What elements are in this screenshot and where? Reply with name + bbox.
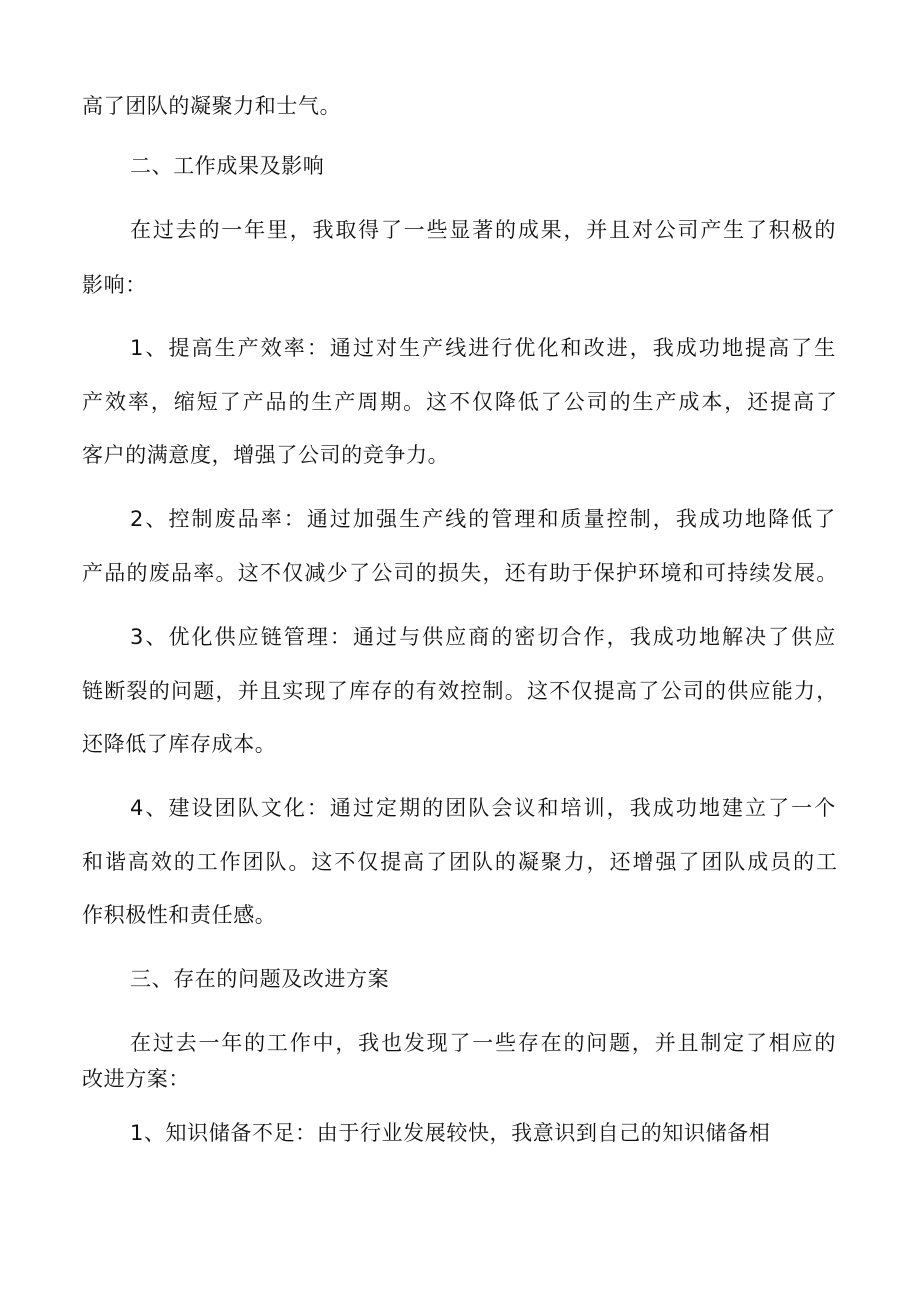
paragraph-line: 2 、 控 制 废 品 率 ： 通 过 加 强 生 产 线 的 管 理 和 质 量 控 制 ， 我 成 功 地 降 低 了 <box>130 507 836 531</box>
paragraph-line: 1 、 提 高 生 产 效 率 ： 通 过 对 生 产 线 进 行 优 化 和 改 进 ， 我 成 功 地 提 高 了 生 <box>130 336 836 360</box>
paragraph-line: 还降低了库存成本。 <box>82 732 277 756</box>
paragraph-line: 改进方案： <box>82 1067 190 1091</box>
section-heading: 三、存在的问题及改进方案 <box>130 967 390 991</box>
paragraph-line: 链 断 裂 的 问 题 ， 并 且 实 现 了 库 存 的 有 效 控 制 。 这 不 仅 提 高 了 公 司 的 供 应 能 力 ， <box>82 679 838 703</box>
paragraph-line: 1、知识储备不足：由于行业发展较快，我意识到自己的知识储备相 <box>130 1121 771 1145</box>
section-heading: 二、工作成果及影响 <box>130 154 325 178</box>
paragraph-line: 影响： <box>82 273 147 297</box>
paragraph-line: 和 谐 高 效 的 工 作 团 队 。 这 不 仅 提 高 了 团 队 的 凝 聚 力 ， 还 增 强 了 团 队 成 员 的 工 <box>82 850 838 874</box>
paragraph-line: 3 、 优 化 供 应 链 管 理 ： 通 过 与 供 应 商 的 密 切 合 作 ， 我 成 功 地 解 决 了 供 应 <box>130 625 836 649</box>
paragraph-line: 在 过 去 一 年 的 工 作 中 ， 我 也 发 现 了 一 些 存 在 的 问 题 ， 并 且 制 定 了 相 应 的 <box>130 1031 836 1055</box>
paragraph-line: 产 品 的 废 品 率 。 这 不 仅 减 少 了 公 司 的 损 失 ， 还 有 助 于 保 护 环 境 和 可 持 续 发 展 。 <box>82 561 838 585</box>
paragraph-line: 作积极性和责任感。 <box>82 903 277 927</box>
paragraph-line: 在 过 去 的 一 年 里 ， 我 取 得 了 一 些 显 著 的 成 果 ， 并 且 对 公 司 产 生 了 积 极 的 <box>130 218 836 242</box>
paragraph-line: 客户的满意度，增强了公司的竞争力。 <box>82 443 450 467</box>
paragraph-line: 高了团队的凝聚力和士气。 <box>82 94 342 118</box>
paragraph-line: 4 、 建 设 团 队 文 化 ： 通 过 定 期 的 团 队 会 议 和 培 训 ， 我 成 功 地 建 立 了 一 个 <box>130 796 836 820</box>
paragraph-line: 产 效 率 ， 缩 短 了 产 品 的 生 产 周 期 。 这 不 仅 降 低 了 公 司 的 生 产 成 本 ， 还 提 高 了 <box>82 390 838 414</box>
